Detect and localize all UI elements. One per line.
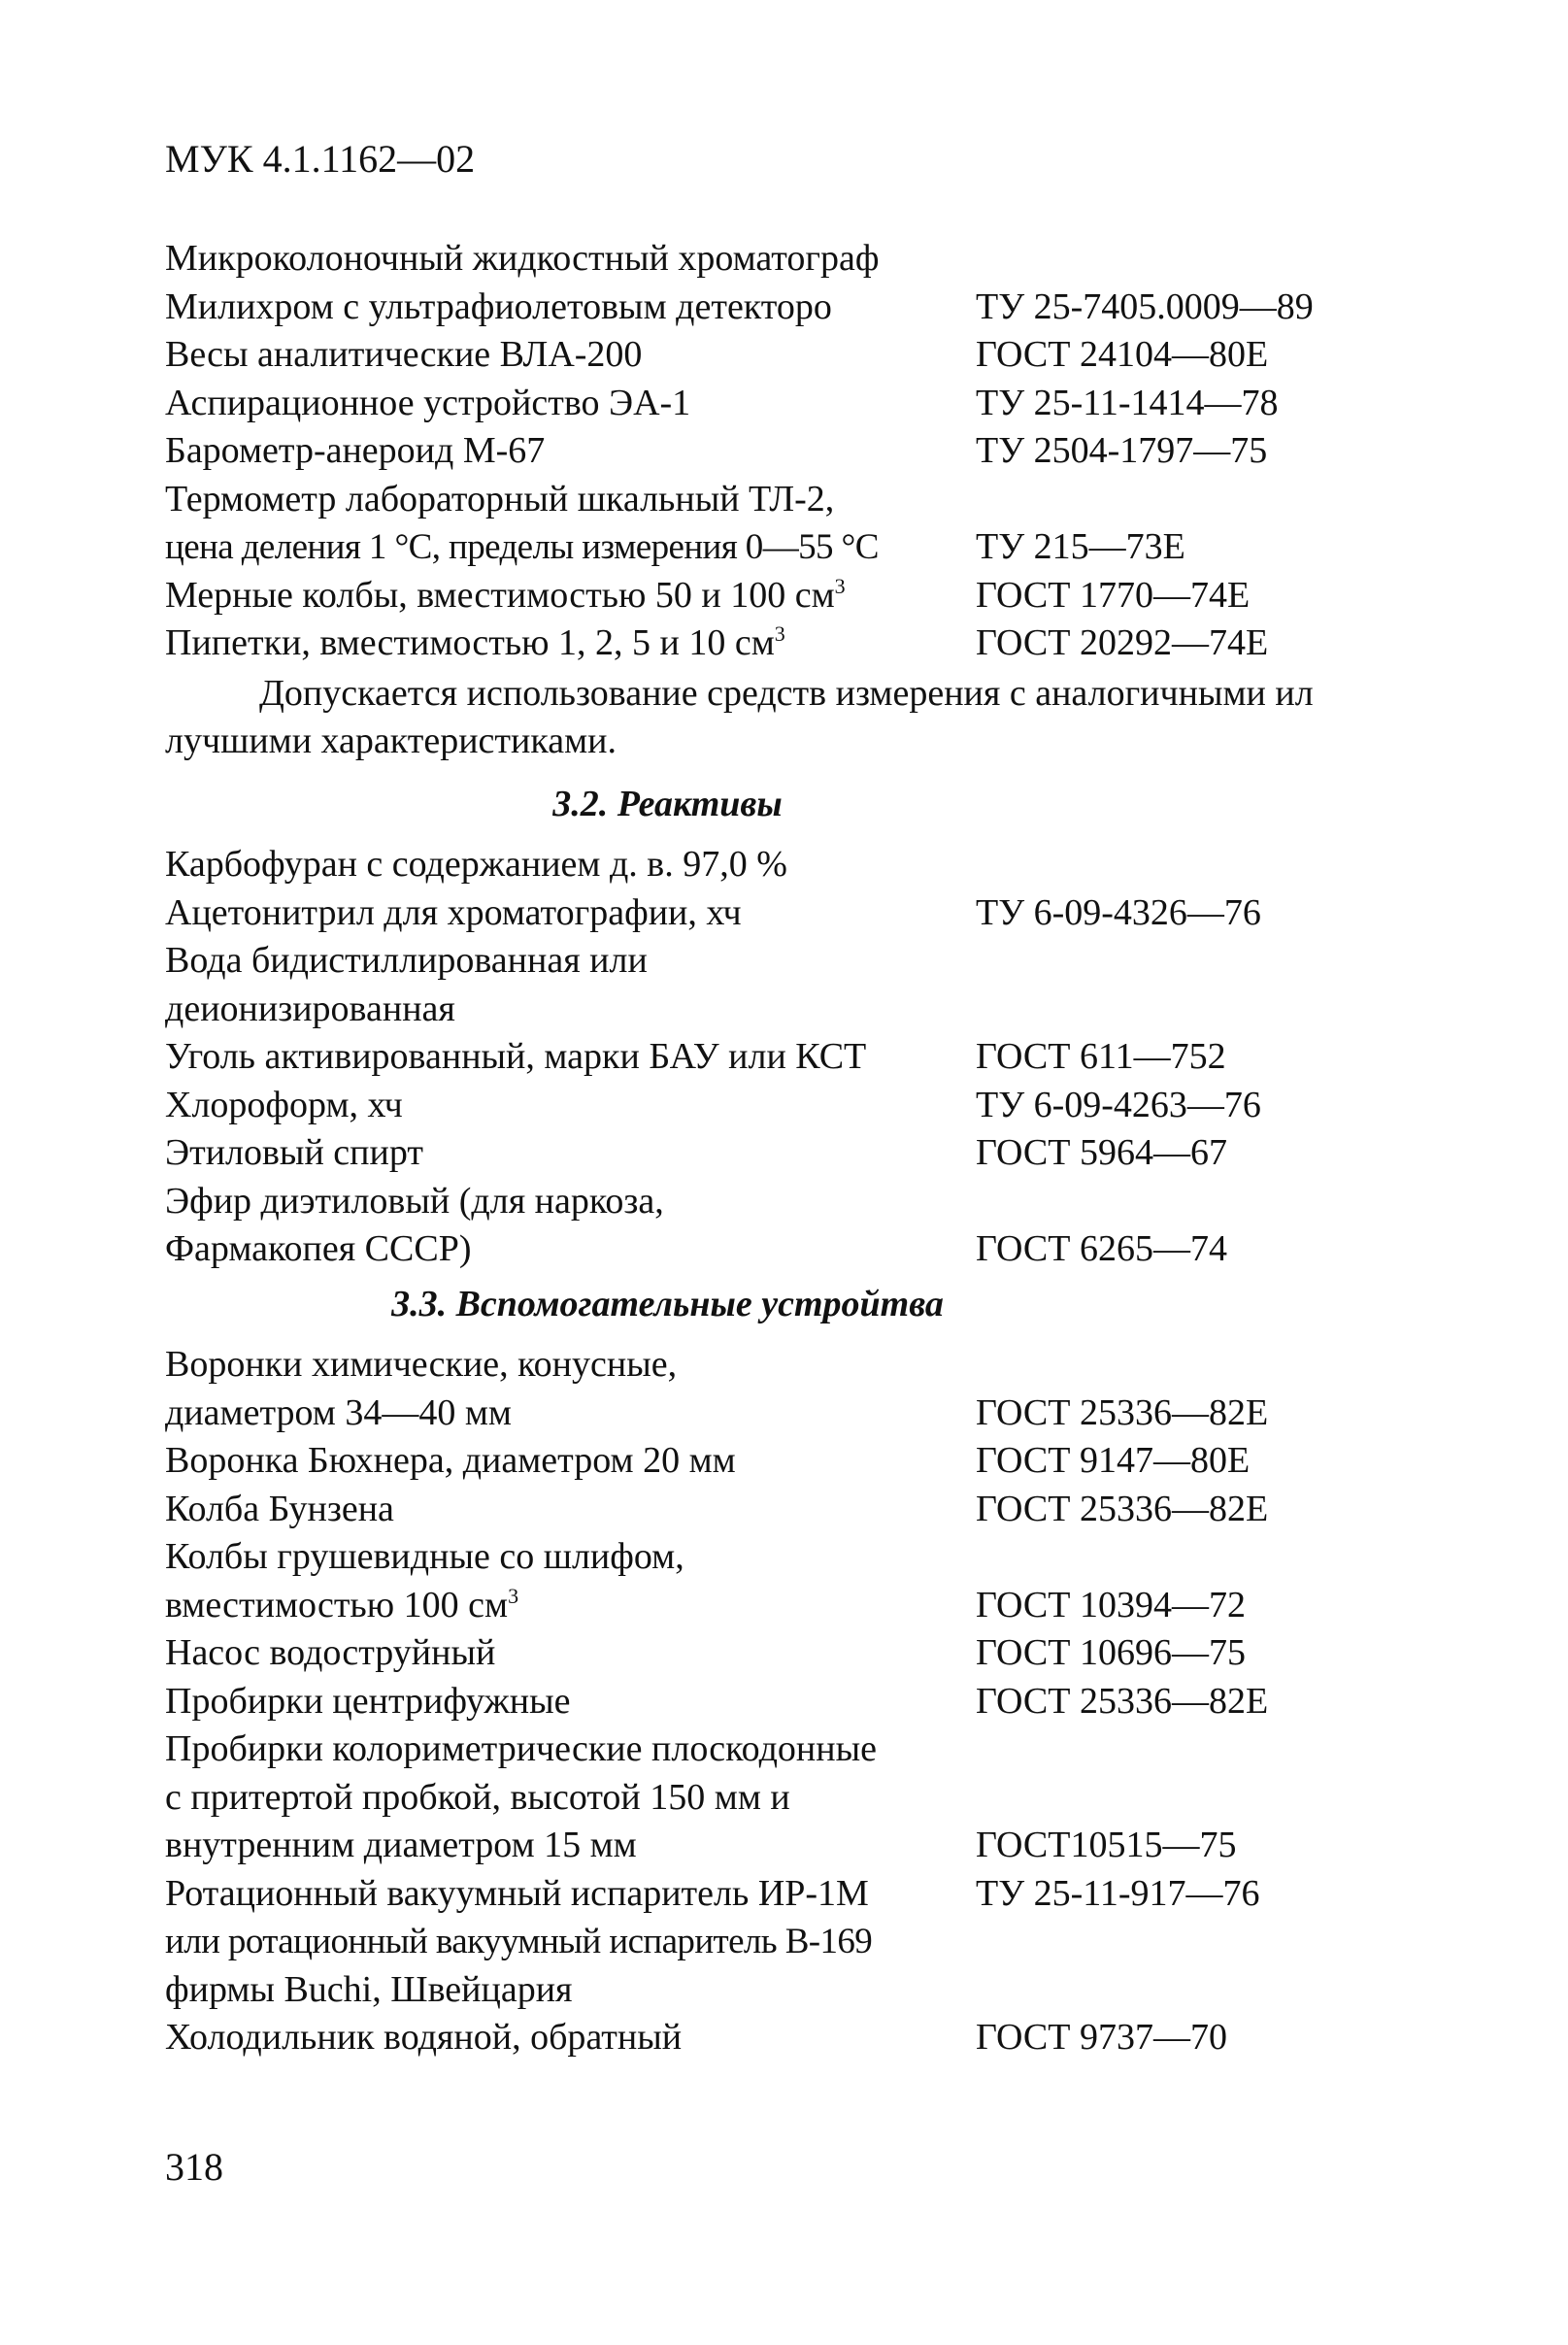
item-name (165, 1774, 790, 1823)
item-standard: ГОСТ 9737—70 (976, 2017, 1227, 2058)
item-name-text: Воронка Бюхнера, диаметром 20 мм (165, 1440, 736, 1481)
item-standard: ГОСТ 24104—80Е (976, 334, 1269, 375)
item-name (165, 1178, 664, 1226)
note-line-2: лучшими характеристиками. (165, 720, 617, 761)
item-name (165, 1390, 512, 1438)
item-name (165, 889, 742, 938)
list-item (165, 1918, 1427, 1966)
list-item (165, 1533, 1427, 1582)
item-name (165, 476, 834, 524)
item-standard: ГОСТ 1770—74Е (976, 574, 1251, 616)
item-name-text: Уголь активированный, марки БАУ или КСТ (165, 1036, 867, 1077)
item-standard: ГОСТ 5964—67 (976, 1132, 1227, 1173)
item-standard: ТУ 25-7405.0009—89 (976, 285, 1314, 327)
item-name-text: или ротационный вакуумный испаритель В-169 (165, 1922, 873, 1961)
list-item (165, 331, 1427, 380)
item-standard: ТУ 6-09-4263—76 (976, 1084, 1261, 1125)
list-item (165, 1033, 1427, 1082)
item-name-text: Милихром с ультрафиолетовым детекторо (165, 285, 832, 327)
list-item (165, 235, 1427, 284)
item-name (165, 841, 787, 889)
item-name (165, 620, 785, 668)
list-item (165, 1437, 1427, 1486)
item-name (165, 1918, 872, 1966)
item-name-text: Карбофуран с содержанием д. в. 97,0 % (165, 844, 787, 885)
item-name-text: Весы аналитические ВЛА-200 (165, 334, 643, 375)
list-item (165, 889, 1427, 938)
list-item (165, 284, 1427, 332)
unit-superscript: 3 (508, 1583, 519, 1608)
list-item (165, 1774, 1427, 1823)
list-item (165, 427, 1427, 476)
item-name (165, 1129, 423, 1178)
item-name (165, 1629, 495, 1678)
list-item (165, 1582, 1427, 1630)
item-name (165, 427, 545, 476)
item-standard: ГОСТ 25336—82Е (976, 1391, 1269, 1433)
item-name (165, 572, 846, 620)
item-standard: ТУ 25-11-917—76 (976, 1872, 1260, 1914)
instruments-list (165, 235, 1427, 668)
item-name (165, 937, 648, 986)
item-name-text: Пипетки, вместимостью 1, 2, 5 и 10 см (165, 622, 775, 663)
item-standard: ГОСТ 25336—82Е (976, 1488, 1269, 1529)
substitution-note (165, 670, 1427, 765)
reagents-list (165, 841, 1427, 1274)
item-name (165, 1870, 869, 1919)
list-item (165, 1966, 1427, 2015)
item-name-text: с притертой пробкой, высотой 150 мм и (165, 1776, 790, 1818)
item-name-text: Колбы грушевидные со шлифом, (165, 1536, 684, 1577)
list-item (165, 620, 1427, 668)
item-name-text: Колба Бунзена (165, 1488, 394, 1529)
item-name-text: Ацетонитрил для хроматографии, хч (165, 891, 742, 933)
item-standard: ТУ 215—73Е (976, 526, 1185, 567)
item-name (165, 1725, 877, 1774)
unit-superscript: 3 (774, 621, 785, 646)
item-name (165, 1822, 637, 1870)
item-name (165, 331, 642, 380)
list-item (165, 1341, 1427, 1390)
item-name-text: Ротационный вакуумный испаритель ИР-1М (165, 1872, 869, 1914)
item-standard: ТУ 6-09-4326—76 (976, 891, 1261, 933)
list-item (165, 1725, 1427, 1774)
item-name-text: деионизированная (165, 988, 455, 1029)
section-title-reagents: 3.2. Реактивы (552, 784, 783, 824)
item-name-text: вместимостью 100 см (165, 1584, 509, 1625)
item-name (165, 284, 832, 332)
note-line-1: Допускается использование средств измерения с аналогичными ил (259, 673, 1314, 714)
list-item (165, 1178, 1427, 1226)
item-name (165, 1486, 394, 1534)
item-name (165, 380, 690, 428)
list-item (165, 523, 1427, 572)
item-standard: ГОСТ 9147—80Е (976, 1440, 1251, 1481)
list-item (165, 1225, 1427, 1274)
unit-superscript: 3 (834, 573, 846, 598)
list-item (165, 1082, 1427, 1130)
item-name-text: Этиловый спирт (165, 1132, 423, 1173)
item-standard: ГОСТ 6265—74 (976, 1228, 1227, 1269)
document-code: МУК 4.1.1162—02 (165, 137, 476, 181)
item-name (165, 986, 455, 1034)
item-name-text: Хлороформ, хч (165, 1084, 403, 1125)
item-name (165, 2014, 682, 2062)
item-name (165, 1533, 684, 1582)
item-standard: ТУ 2504-1797—75 (976, 430, 1268, 471)
list-item (165, 2014, 1427, 2062)
item-name (165, 1582, 518, 1630)
item-name (165, 1341, 677, 1390)
item-standard: ГОСТ 611—752 (976, 1036, 1226, 1077)
item-name-text: фирмы Buchi, Швейцария (165, 1968, 573, 2010)
item-name-text: внутренним диаметром 15 мм (165, 1825, 637, 1865)
item-name-text: Термометр лабораторный шкальный ТЛ-2, (165, 478, 835, 519)
list-item (165, 1629, 1427, 1678)
item-name (165, 1225, 472, 1274)
item-name (165, 1678, 571, 1726)
item-name-text: Барометр-анероид М-67 (165, 430, 546, 471)
item-name (165, 1033, 866, 1082)
item-name-text: Вода бидистиллированная или (165, 940, 648, 981)
list-item (165, 1822, 1427, 1870)
item-name-text: Эфир диэтиловый (для наркоза, (165, 1180, 664, 1222)
item-name (165, 1437, 736, 1486)
item-standard: ГОСТ10515—75 (976, 1825, 1237, 1865)
list-item (165, 937, 1427, 986)
section-title-auxiliary-devices: 3.3. Вспомогательные устройтва (391, 1284, 944, 1324)
page-number: 318 (165, 2145, 223, 2189)
item-name-text: Микроколоночный жидкостный хроматограф (165, 238, 880, 279)
list-item (165, 1129, 1427, 1178)
item-standard: ГОСТ 25336—82Е (976, 1680, 1269, 1722)
item-name-text: Пробирки колориметрические плоскодонные (165, 1728, 877, 1769)
list-item (165, 380, 1427, 428)
item-name (165, 235, 879, 284)
item-name-text: Воронки химические, конусные, (165, 1344, 678, 1385)
item-name-text: цена деления 1 °С, пределы измерения 0—55 °С (165, 527, 879, 567)
item-standard: ГОСТ 10394—72 (976, 1584, 1246, 1625)
item-standard: ГОСТ 10696—75 (976, 1632, 1246, 1673)
list-item (165, 476, 1427, 524)
list-item (165, 1390, 1427, 1438)
list-item (165, 1870, 1427, 1919)
item-standard: ТУ 25-11-1414—78 (976, 382, 1279, 423)
item-name (165, 1082, 403, 1130)
list-item (165, 841, 1427, 889)
list-item (165, 1486, 1427, 1534)
item-name-text: Фармакопея СССР) (165, 1228, 472, 1269)
item-name-text: Насос водоструйный (165, 1632, 496, 1673)
auxiliary-devices-list (165, 1341, 1427, 2062)
list-item (165, 986, 1427, 1034)
item-name (165, 1966, 573, 2015)
item-name-text: Аспирационное устройство ЭА-1 (165, 382, 691, 423)
item-name-text: Холодильник водяной, обратный (165, 2017, 683, 2058)
item-name (165, 523, 879, 572)
item-standard: ГОСТ 20292—74Е (976, 622, 1269, 663)
item-name-text: диаметром 34—40 мм (165, 1391, 512, 1433)
list-item (165, 572, 1427, 620)
list-item (165, 1678, 1427, 1726)
item-name-text: Пробирки центрифужные (165, 1680, 571, 1722)
item-name-text: Мерные колбы, вместимостью 50 и 100 см (165, 574, 835, 616)
